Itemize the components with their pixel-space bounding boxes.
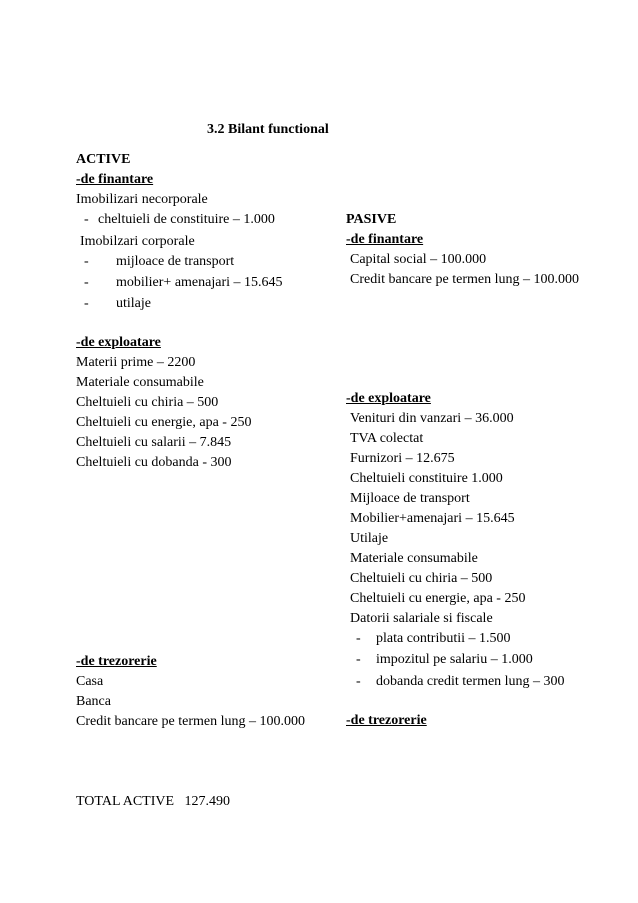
list-item: Utilaje xyxy=(350,531,389,546)
page-title: 3.2 Bilant functional xyxy=(207,122,329,137)
list-item: - mobilier+ amenajari – 15.645 xyxy=(84,275,283,290)
list-item: - dobanda credit termen lung – 300 xyxy=(356,674,565,689)
list-item: Credit bancare pe termen lung – 100.000 xyxy=(76,714,305,729)
list-item: Furnizori – 12.675 xyxy=(350,451,455,466)
active-heading: ACTIVE xyxy=(76,152,131,167)
list-item: - plata contributii – 1.500 xyxy=(356,631,511,646)
list-item: Venituri din vanzari – 36.000 xyxy=(350,411,514,426)
list-item: Banca xyxy=(76,694,111,709)
total-active: TOTAL ACTIVE 127.490 xyxy=(76,794,231,809)
pasive-finantare-heading: -de finantare xyxy=(346,232,424,247)
list-item: Datorii salariale si fiscale xyxy=(350,611,493,626)
list-item: Cheltuieli cu chiria – 500 xyxy=(76,395,219,410)
list-item: Materii prime – 2200 xyxy=(76,355,196,370)
list-item: Casa xyxy=(76,674,104,689)
list-item: Materiale consumabile xyxy=(350,551,478,566)
list-item: - impozitul pe salariu – 1.000 xyxy=(356,652,533,667)
active-utilaje: utilaje xyxy=(116,296,151,311)
active-trezorerie-heading: -de trezorerie xyxy=(76,654,157,669)
list-item: Cheltuieli cu salarii – 7.845 xyxy=(76,435,232,450)
subitem-dobanda-credit: dobanda credit termen lung – 300 xyxy=(376,674,565,689)
pasive-trezorerie-heading: -de trezorerie xyxy=(346,713,427,728)
subitem-plata-contributii: plata contributii – 1.500 xyxy=(376,631,511,646)
active-mijloace-transport: mijloace de transport xyxy=(116,254,235,269)
active-exploatare-heading: -de exploatare xyxy=(76,335,161,350)
list-item: Materiale consumabile xyxy=(76,375,204,390)
active-imob-necorporale: Imobilizari necorporale xyxy=(76,192,208,207)
list-item: Cheltuieli cu energie, apa - 250 xyxy=(350,591,526,606)
list-item: Cheltuieli constituire 1.000 xyxy=(350,471,503,486)
active-imob-corporale: Imobilzari corporale xyxy=(80,234,195,249)
list-item: - mijloace de transport xyxy=(84,254,235,269)
pasive-exploatare-heading: -de exploatare xyxy=(346,391,431,406)
list-item: - utilaje xyxy=(84,296,151,311)
list-item: Cheltuieli cu chiria – 500 xyxy=(350,571,493,586)
list-item: - cheltuieli de constituire – 1.000 xyxy=(84,212,275,227)
list-item: Capital social – 100.000 xyxy=(350,252,487,267)
list-item: Mobilier+amenajari – 15.645 xyxy=(350,511,515,526)
pasive-heading: PASIVE xyxy=(346,212,397,227)
list-item: Mijloace de transport xyxy=(350,491,470,506)
subitem-impozit-salariu: impozitul pe salariu – 1.000 xyxy=(376,652,533,667)
list-item: Cheltuieli cu energie, apa - 250 xyxy=(76,415,252,430)
list-item: TVA colectat xyxy=(350,431,424,446)
list-item: Cheltuieli cu dobanda - 300 xyxy=(76,455,232,470)
active-finantare-heading: -de finantare xyxy=(76,172,154,187)
active-mobilier: mobilier+ amenajari – 15.645 xyxy=(116,275,283,290)
list-item: Credit bancare pe termen lung – 100.000 xyxy=(350,272,579,287)
active-cheltuieli-constituire: cheltuieli de constituire – 1.000 xyxy=(98,212,275,227)
